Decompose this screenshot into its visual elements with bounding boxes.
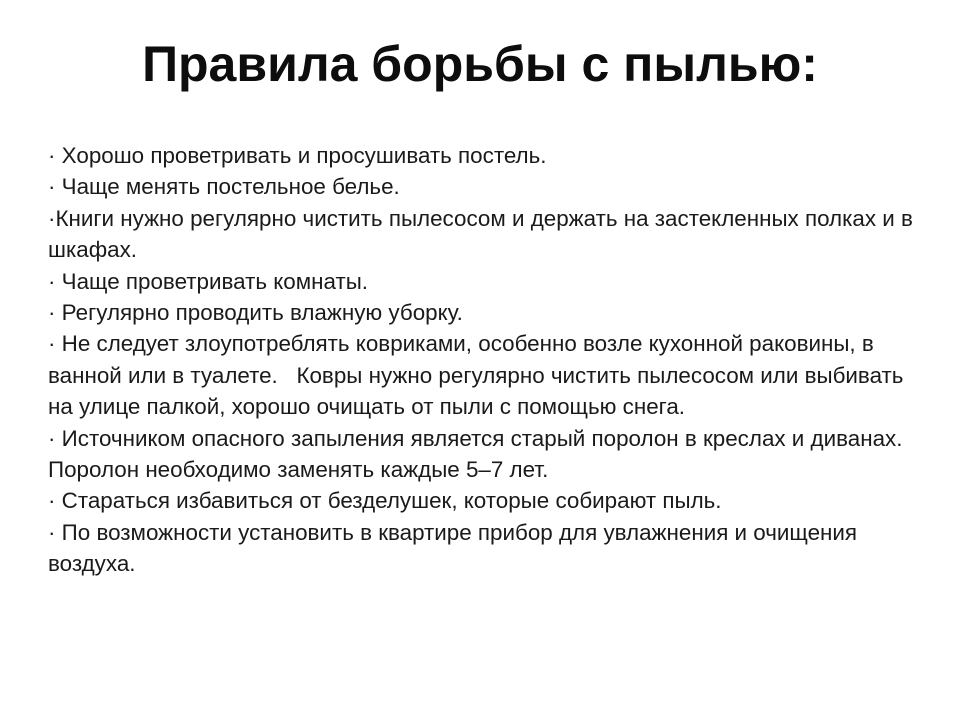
slide-body xyxy=(48,140,918,580)
list-item: · По возможности установить в квартире прибор для увлажнения и очищения воздуха. xyxy=(48,519,864,577)
list-item: · Хорошо проветривать и просушивать постель. xyxy=(48,143,547,168)
list-item: · Источником опасного запыления является старый поролон в креслах и диванах. Поролон необходимо заменять каждые 5–7 лет. xyxy=(48,425,909,483)
list-item: · Чаще менять постельное белье. xyxy=(48,174,400,200)
slide-title: Правила борьбы с пылью: xyxy=(142,36,818,92)
list-item: ·Книги нужно регулярно чистить пылесосом и держать на застекленных полках и в шкафах. xyxy=(48,205,920,263)
list-item: · Стараться избавиться от безделушек, которые собирают пыль. xyxy=(48,488,722,514)
list-item: · Не следует злоупотреблять ковриками, особенно возле кухонной раковины, в ванной или в туалете. Ковры нужно регулярно чистить пылесосом или выбивать на улице палкой, хорошо очищать от пыли с помощью снега. xyxy=(48,331,910,420)
list-item: · Регулярно проводить влажную уборку. xyxy=(48,300,463,326)
list-item: · Чаще проветривать комнаты. xyxy=(48,268,369,294)
